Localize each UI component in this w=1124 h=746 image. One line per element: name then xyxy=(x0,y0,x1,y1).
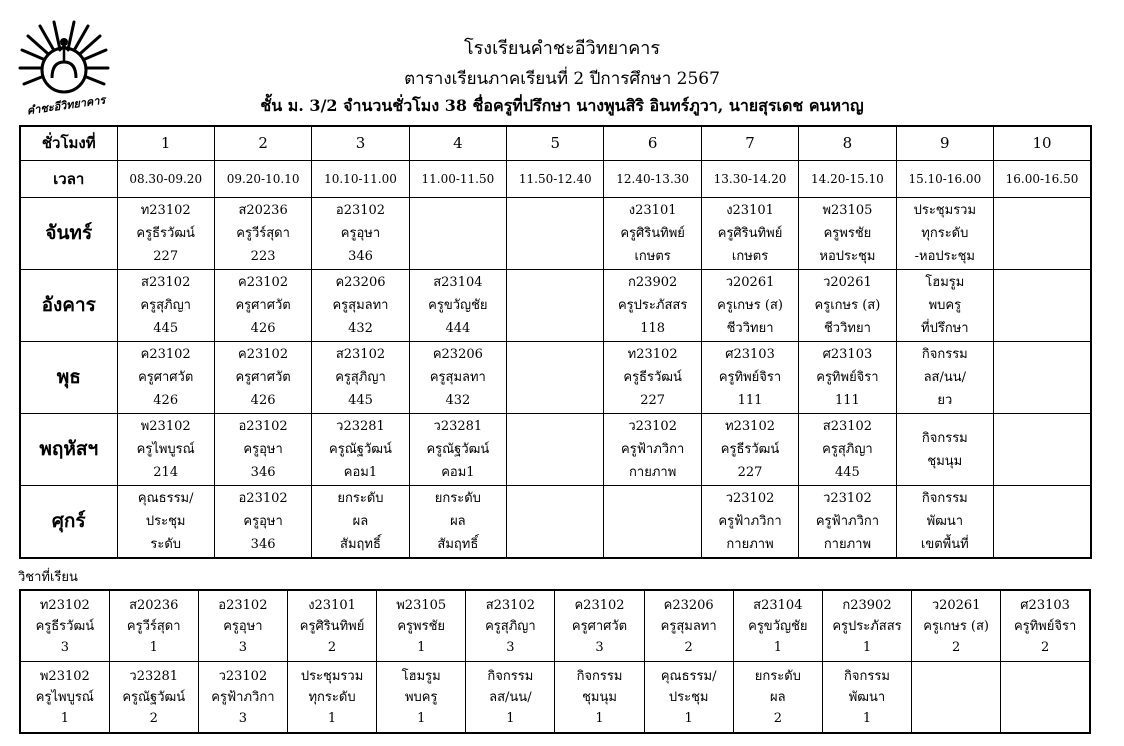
cell-line-room: 1 xyxy=(862,710,872,726)
time-slot: 12.40-13.30 xyxy=(604,161,701,198)
cell-line-room: 227 xyxy=(153,249,179,264)
cell-line-code: อ23102 xyxy=(238,491,288,506)
cell-line-room: 118 xyxy=(640,321,666,336)
cell-line-teacher: ผล xyxy=(352,514,369,529)
cell-line-room: 1 xyxy=(506,710,515,726)
cell-line-code: ว23281 xyxy=(336,419,385,434)
cell-line-room: เกษตร xyxy=(731,249,769,264)
cell-line-teacher: ลส/นน/ xyxy=(923,370,967,385)
cell-line-teacher: ครูทิพย์จิรา xyxy=(718,370,782,385)
cell-line-teacher: ครูณัฐวัฒน์ xyxy=(329,442,392,457)
schedule-cell xyxy=(312,342,409,414)
schedule-cell xyxy=(799,414,896,486)
cell-line-teacher: ผล xyxy=(450,514,466,529)
subject-cell xyxy=(1001,662,1090,734)
schedule-cell xyxy=(994,270,1091,342)
cell-line-teacher: ครูศาศวัต xyxy=(235,370,291,385)
cell-line-code: ศ23103 xyxy=(725,347,775,362)
period-number: 1 xyxy=(117,126,214,161)
cell-line-room: 432 xyxy=(445,393,471,408)
cell-line-room: คอม1 xyxy=(343,465,378,480)
cell-line-room: 346 xyxy=(250,465,276,480)
cell-line-room: 3 xyxy=(595,639,604,655)
cell-line-teacher: ชุมนุม xyxy=(927,453,963,469)
cell-line-room: ยว xyxy=(937,393,953,408)
schedule-cell xyxy=(117,198,214,270)
period-number: 6 xyxy=(604,126,701,161)
time-slot: 16.00-16.50 xyxy=(994,161,1091,198)
subject-cell xyxy=(287,590,376,662)
cell-line-code: ท23102 xyxy=(627,347,678,362)
day-row xyxy=(20,414,1091,486)
cell-line-room: 3 xyxy=(238,639,248,655)
cell-line-teacher: ครูธีรวัฒน์ xyxy=(623,370,682,385)
cell-line-code: ท23102 xyxy=(140,203,191,218)
subject-cell xyxy=(20,590,109,662)
cell-line-room: 3 xyxy=(506,639,515,655)
cell-line-room: 214 xyxy=(153,465,179,480)
day-name: อังคาร xyxy=(20,270,117,342)
cell-line-code: กิจกรรม xyxy=(844,668,890,684)
cell-line-room: 1 xyxy=(417,710,426,726)
cell-line-code: ค23102 xyxy=(238,275,289,290)
cell-line-room: 3 xyxy=(238,710,248,726)
cell-line-room: 444 xyxy=(445,321,471,336)
schedule-cell xyxy=(507,198,604,270)
cell-line-code: ค23102 xyxy=(140,347,191,362)
cell-line-teacher: ชุมนุม xyxy=(582,689,617,705)
cell-line-code: ยกระดับ xyxy=(337,491,384,506)
subject-cell xyxy=(377,590,466,662)
schedule-cell xyxy=(896,270,993,342)
cell-line-teacher: ครูอุษา xyxy=(223,618,263,634)
cell-line-room: 445 xyxy=(153,321,179,336)
schedule-cell xyxy=(117,486,214,559)
subject-cell xyxy=(822,662,911,734)
day-name: พฤหัสฯ xyxy=(20,414,117,486)
period-number: 5 xyxy=(507,126,604,161)
period-row xyxy=(20,126,1091,161)
period-number: 7 xyxy=(701,126,798,161)
schedule-cell xyxy=(604,486,701,559)
cell-line-code: พ23102 xyxy=(140,419,191,434)
cell-line-code: ยกระดับ xyxy=(434,491,481,506)
cell-line-room: กายภาพ xyxy=(823,537,872,552)
cell-line-code: ก23902 xyxy=(628,275,678,290)
time-row xyxy=(20,161,1091,198)
cell-line-room: 426 xyxy=(250,321,276,336)
cell-line-teacher: ครูสุภิญา xyxy=(335,370,386,385)
cell-line-code: ง23101 xyxy=(308,597,356,613)
cell-line-teacher: ครูอุษา xyxy=(243,514,283,529)
cell-line-teacher: ครูสุมลทา xyxy=(332,298,389,313)
cell-line-code: ค23206 xyxy=(663,597,714,613)
cell-line-teacher: ครูเกษร (ส) xyxy=(814,298,881,313)
cell-line-code: อ23102 xyxy=(238,419,288,434)
cell-line-room: 223 xyxy=(250,249,276,264)
cell-line-code: ส23102 xyxy=(141,275,191,290)
schedule-cell xyxy=(312,270,409,342)
cell-line-teacher: ครูณัฐวัฒน์ xyxy=(426,442,490,457)
cell-line-room: เขตพื้นที่ xyxy=(920,537,969,552)
class-info: ชั้น ม. 3/2 จำนวนชั่วโมง 38 ชื่อครูที่ปรึกษา นางพูนสิริ อินทร์ภูวา, นายสุรเดช คนหาญ xyxy=(260,96,864,115)
time-slot: 14.20-15.10 xyxy=(799,161,896,198)
cell-line-room: คอม1 xyxy=(441,465,475,480)
period-number: 2 xyxy=(214,126,311,161)
period-number: 9 xyxy=(896,126,993,161)
cell-line-teacher: ประชุม xyxy=(668,689,709,705)
schedule-cell xyxy=(701,198,798,270)
cell-line-room: ที่ปรึกษา xyxy=(921,321,969,336)
cell-line-code: ศ23103 xyxy=(822,347,873,362)
cell-line-room: 111 xyxy=(835,393,860,408)
day-name: ศุกร์ xyxy=(20,486,117,559)
cell-line-room: 111 xyxy=(737,393,763,408)
subject-cell xyxy=(555,662,644,734)
subject-cell xyxy=(109,662,198,734)
cell-line-code: ส23102 xyxy=(335,347,386,362)
cell-line-teacher: พัฒนา xyxy=(848,689,886,705)
cell-line-teacher: ครูประภัสสร xyxy=(832,618,902,634)
subject-cell xyxy=(555,590,644,662)
cell-line-code: คุณธรรม/ xyxy=(660,668,717,684)
schedule-cell xyxy=(799,198,896,270)
time-slot: 13.30-14.20 xyxy=(701,161,798,198)
cell-line-teacher: ครูธีรวัฒน์ xyxy=(720,442,780,457)
cell-line-code: โฮมรูม xyxy=(401,668,441,684)
cell-line-code: พ23105 xyxy=(396,597,447,613)
cell-line-code: ก23902 xyxy=(842,597,892,613)
schedule-cell xyxy=(214,486,311,559)
cell-line-teacher: พัฒนา xyxy=(926,514,964,529)
cell-line-teacher: ครูพรชัย xyxy=(397,618,446,634)
time-slot: 10.10-11.00 xyxy=(312,161,409,198)
cell-line-code: อ23102 xyxy=(218,597,268,613)
schedule-cell xyxy=(409,414,506,486)
cell-line-room: 1 xyxy=(60,710,69,726)
cell-line-code: ว20261 xyxy=(725,275,775,290)
cell-line-code: ว20261 xyxy=(931,597,981,613)
cell-line-teacher: ครูศิรินทิพย์ xyxy=(620,226,685,241)
day-row xyxy=(20,342,1091,414)
cell-line-code: ประชุมรวม xyxy=(300,668,364,684)
day-row xyxy=(20,486,1091,559)
cell-line-code: ว23102 xyxy=(725,491,775,506)
cell-line-teacher: ครูไพบูรณ์ xyxy=(35,689,94,705)
day-name: จันทร์ xyxy=(20,198,117,270)
cell-line-code: ท23102 xyxy=(39,597,90,613)
schedule-cell xyxy=(117,414,214,486)
cell-line-code: ว20261 xyxy=(823,275,872,290)
time-slot: 15.10-16.00 xyxy=(896,161,993,198)
cell-line-room: 432 xyxy=(348,321,373,336)
schedule-cell xyxy=(409,486,506,559)
schedule-cell xyxy=(701,270,798,342)
cell-line-room: 227 xyxy=(640,393,666,408)
cell-line-teacher: ครูเกษร (ส) xyxy=(717,298,783,313)
schedule-cell xyxy=(896,198,993,270)
cell-line-code: ประชุมรวม xyxy=(913,203,977,218)
cell-line-room: เกษตร xyxy=(634,249,671,264)
subject-cell xyxy=(377,662,466,734)
cell-line-room: 445 xyxy=(348,393,373,408)
schedule-cell xyxy=(701,342,798,414)
cell-line-code: กิจกรรม xyxy=(921,347,968,362)
day-name: พุธ xyxy=(20,342,117,414)
cell-line-code: ง23101 xyxy=(628,203,677,218)
subjects-row xyxy=(20,590,1090,662)
cell-line-teacher: ครูสุภิญา xyxy=(822,442,873,457)
cell-line-room: ชีววิทยา xyxy=(726,321,774,336)
cell-line-room: กายภาพ xyxy=(726,537,774,552)
subject-cell xyxy=(287,662,376,734)
schedule-cell xyxy=(604,198,701,270)
schedule-cell xyxy=(312,198,409,270)
cell-line-code: ว23281 xyxy=(433,419,483,434)
cell-line-code: ว23102 xyxy=(823,491,872,506)
schedule-cell xyxy=(604,270,701,342)
cell-line-teacher: ครูศาศวัต xyxy=(235,298,291,313)
cell-line-teacher: ครูศาศวัต xyxy=(571,618,628,634)
cell-line-teacher: พบครู xyxy=(928,298,962,313)
cell-line-teacher: ครูไพบูรณ์ xyxy=(136,442,195,457)
cell-line-room: 1 xyxy=(595,710,604,726)
schedule-cell xyxy=(507,414,604,486)
cell-line-teacher: ครูสุมลทา xyxy=(660,618,717,634)
cell-line-room: 2 xyxy=(773,710,782,726)
schedule-cell xyxy=(409,198,506,270)
cell-line-teacher: ครูทิพย์จิรา xyxy=(1013,618,1077,634)
period-number: 10 xyxy=(994,126,1091,161)
time-slot: 09.20-10.10 xyxy=(214,161,311,198)
subject-cell xyxy=(644,590,733,662)
cell-line-code: ส23104 xyxy=(433,275,483,290)
term-title: ตารางเรียนภาคเรียนที่ 2 ปีการศึกษา 2567 xyxy=(404,69,720,89)
cell-line-room: 346 xyxy=(250,537,276,552)
schedule-cell xyxy=(117,270,214,342)
subject-cell xyxy=(198,590,287,662)
cell-line-room: 426 xyxy=(153,393,179,408)
subject-cell xyxy=(20,662,109,734)
cell-line-teacher: ครูสุภิญา xyxy=(140,298,191,313)
cell-line-teacher: ทุกระดับ xyxy=(921,226,969,241)
schedule-cell xyxy=(214,198,311,270)
subject-cell xyxy=(912,662,1001,734)
schedule-cell xyxy=(214,414,311,486)
cell-line-room: 445 xyxy=(835,465,860,480)
cell-line-code: ว23281 xyxy=(129,668,179,684)
cell-line-code: ง23101 xyxy=(726,203,774,218)
subjects-table xyxy=(19,589,1091,734)
cell-line-teacher: ครูเกษร (ส) xyxy=(923,618,990,634)
cell-line-teacher: ครูสุมลทา xyxy=(429,370,486,385)
period-number: 3 xyxy=(312,126,409,161)
cell-line-code: กิจกรรม xyxy=(921,491,968,506)
cell-line-code: ว23102 xyxy=(218,668,268,684)
schedule-cell xyxy=(799,270,896,342)
cell-line-room: 2 xyxy=(327,639,337,655)
period-label: ชั่วโมงที่ xyxy=(20,126,117,161)
cell-line-code: ค23102 xyxy=(574,597,625,613)
schedule-cell xyxy=(409,342,506,414)
cell-line-room: 2 xyxy=(684,639,693,655)
cell-line-room: 1 xyxy=(862,639,872,655)
schedule-cell xyxy=(214,342,311,414)
schedule-cell xyxy=(312,414,409,486)
cell-line-teacher: ลส/นน/ xyxy=(489,689,532,705)
schedule-cell xyxy=(507,342,604,414)
cell-line-teacher: ครูประภัสสร xyxy=(617,298,688,313)
cell-line-teacher: ครูวีร์สุดา xyxy=(236,226,290,241)
cell-line-teacher: ครูทิพย์จิรา xyxy=(816,370,879,385)
schedule-cell xyxy=(214,270,311,342)
cell-line-code: ส20236 xyxy=(129,597,179,613)
period-number: 4 xyxy=(409,126,506,161)
schedule-cell xyxy=(409,270,506,342)
cell-line-room: -หอประชุม xyxy=(914,249,976,264)
cell-line-teacher: ครูฟ้าภวิกา xyxy=(718,514,782,529)
cell-line-room: หอประชุม xyxy=(819,249,876,264)
cell-line-code: ส20236 xyxy=(238,203,288,218)
cell-line-teacher: ครูธีรวัฒน์ xyxy=(136,226,195,241)
cell-line-room: กายภาพ xyxy=(629,465,677,480)
subject-cell xyxy=(912,590,1001,662)
day-row xyxy=(20,270,1091,342)
cell-line-teacher: ผล xyxy=(770,689,786,705)
schedule-cell xyxy=(994,486,1091,559)
cell-line-teacher: พบครู xyxy=(404,689,438,705)
schedule-cell xyxy=(312,486,409,559)
cell-line-code: ค23206 xyxy=(335,275,386,290)
subject-cell xyxy=(109,590,198,662)
school-name: โรงเรียนคำชะอีวิทยาคาร xyxy=(463,38,661,59)
schedule-table xyxy=(19,125,1092,559)
subject-cell xyxy=(733,590,822,662)
time-slot: 08.30-09.20 xyxy=(117,161,214,198)
cell-line-teacher: ครูสุภิญา xyxy=(485,618,536,634)
schedule-cell xyxy=(799,486,896,559)
cell-line-teacher: ครูฟ้าภวิกา xyxy=(211,689,275,705)
time-slot: 11.00-11.50 xyxy=(409,161,506,198)
cell-line-room: 2 xyxy=(952,639,961,655)
schedule-cell xyxy=(896,414,993,486)
subjects-row xyxy=(20,662,1090,734)
schedule-cell xyxy=(896,342,993,414)
cell-line-room: 1 xyxy=(773,639,782,655)
subject-cell xyxy=(466,662,555,734)
schedule-cell xyxy=(117,342,214,414)
schedule-cell xyxy=(896,486,993,559)
cell-line-code: ส23104 xyxy=(753,597,803,613)
cell-line-code: ค23102 xyxy=(238,347,289,362)
subject-cell xyxy=(733,662,822,734)
time-label: เวลา xyxy=(20,161,117,198)
cell-line-code: พ23102 xyxy=(39,668,90,684)
subject-cell xyxy=(466,590,555,662)
cell-line-code: ยกระดับ xyxy=(754,668,801,684)
cell-line-teacher: ครูณัฐวัฒน์ xyxy=(122,689,186,705)
schedule-cell xyxy=(994,414,1091,486)
cell-line-room: สัมฤทธิ์ xyxy=(437,537,479,552)
subject-cell xyxy=(822,590,911,662)
cell-line-teacher: ครูอุษา xyxy=(340,226,381,241)
cell-line-room: 426 xyxy=(250,393,276,408)
schedule-cell xyxy=(701,486,798,559)
cell-line-code: ท23102 xyxy=(725,419,775,434)
schedule-cell xyxy=(994,198,1091,270)
subjects-label: วิชาที่เรียน xyxy=(18,570,78,585)
cell-line-teacher: ทุกระดับ xyxy=(308,689,356,705)
cell-line-teacher: ครูฟ้าภวิกา xyxy=(815,514,880,529)
cell-line-code: กิจกรรม xyxy=(487,668,534,684)
cell-line-teacher: ครูศาศวัต xyxy=(138,370,194,385)
cell-line-teacher: ครูวีร์สุดา xyxy=(126,618,181,634)
cell-line-code: กิจกรรม xyxy=(576,668,623,684)
logo-text: คำชะอีวิทยาคาร xyxy=(26,93,107,118)
cell-line-code: ค23206 xyxy=(432,347,483,362)
cell-line-room: ระดับ xyxy=(150,537,182,552)
day-row xyxy=(20,198,1091,270)
schedule-cell xyxy=(604,342,701,414)
subject-cell xyxy=(644,662,733,734)
cell-line-code: คุณธรรม/ xyxy=(137,491,194,506)
cell-line-teacher: ครูขวัญชัย xyxy=(748,618,808,634)
schedule-cell xyxy=(604,414,701,486)
cell-line-teacher: ครูศิรินทิพย์ xyxy=(717,226,783,241)
schedule-cell xyxy=(799,342,896,414)
cell-line-room: 1 xyxy=(149,639,158,655)
subject-cell xyxy=(198,662,287,734)
cell-line-room: สัมฤทธิ์ xyxy=(340,537,381,552)
cell-line-code: โฮมรูม xyxy=(925,275,965,290)
cell-line-code: ส23102 xyxy=(822,419,873,434)
cell-line-room: 3 xyxy=(60,639,69,655)
cell-line-room: 227 xyxy=(737,465,763,480)
cell-line-code: ว23102 xyxy=(628,419,677,434)
subject-cell xyxy=(1001,590,1090,662)
cell-line-room: 2 xyxy=(1040,639,1050,655)
cell-line-room: 1 xyxy=(417,639,426,655)
schedule-cell xyxy=(994,342,1091,414)
cell-line-room: 1 xyxy=(327,710,337,726)
cell-line-code: อ23102 xyxy=(335,203,386,218)
schedule-cell xyxy=(507,486,604,559)
schedule-cell xyxy=(701,414,798,486)
cell-line-teacher: ประชุม xyxy=(145,514,186,529)
cell-line-code: ส23102 xyxy=(485,597,535,613)
period-number: 8 xyxy=(799,126,896,161)
time-slot: 11.50-12.40 xyxy=(507,161,604,198)
cell-line-room: 1 xyxy=(684,710,693,726)
cell-line-teacher: ครูฟ้าภวิกา xyxy=(621,442,685,457)
cell-line-code: พ23105 xyxy=(822,203,873,218)
cell-line-teacher: ครูอุษา xyxy=(243,442,283,457)
cell-line-code: ศ23103 xyxy=(1020,597,1070,613)
cell-line-teacher: ครูขวัญชัย xyxy=(428,298,488,313)
cell-line-teacher: ครูพรชัย xyxy=(823,226,872,241)
cell-line-teacher: ครูธีรวัฒน์ xyxy=(35,618,95,634)
cell-line-room: 2 xyxy=(149,710,158,726)
cell-line-room: ชีววิทยา xyxy=(823,321,871,336)
cell-line-teacher: ครูศิรินทิพย์ xyxy=(299,618,365,634)
cell-line-code: กิจกรรม xyxy=(921,430,968,446)
cell-line-room: 346 xyxy=(348,249,373,264)
schedule-cell xyxy=(507,270,604,342)
